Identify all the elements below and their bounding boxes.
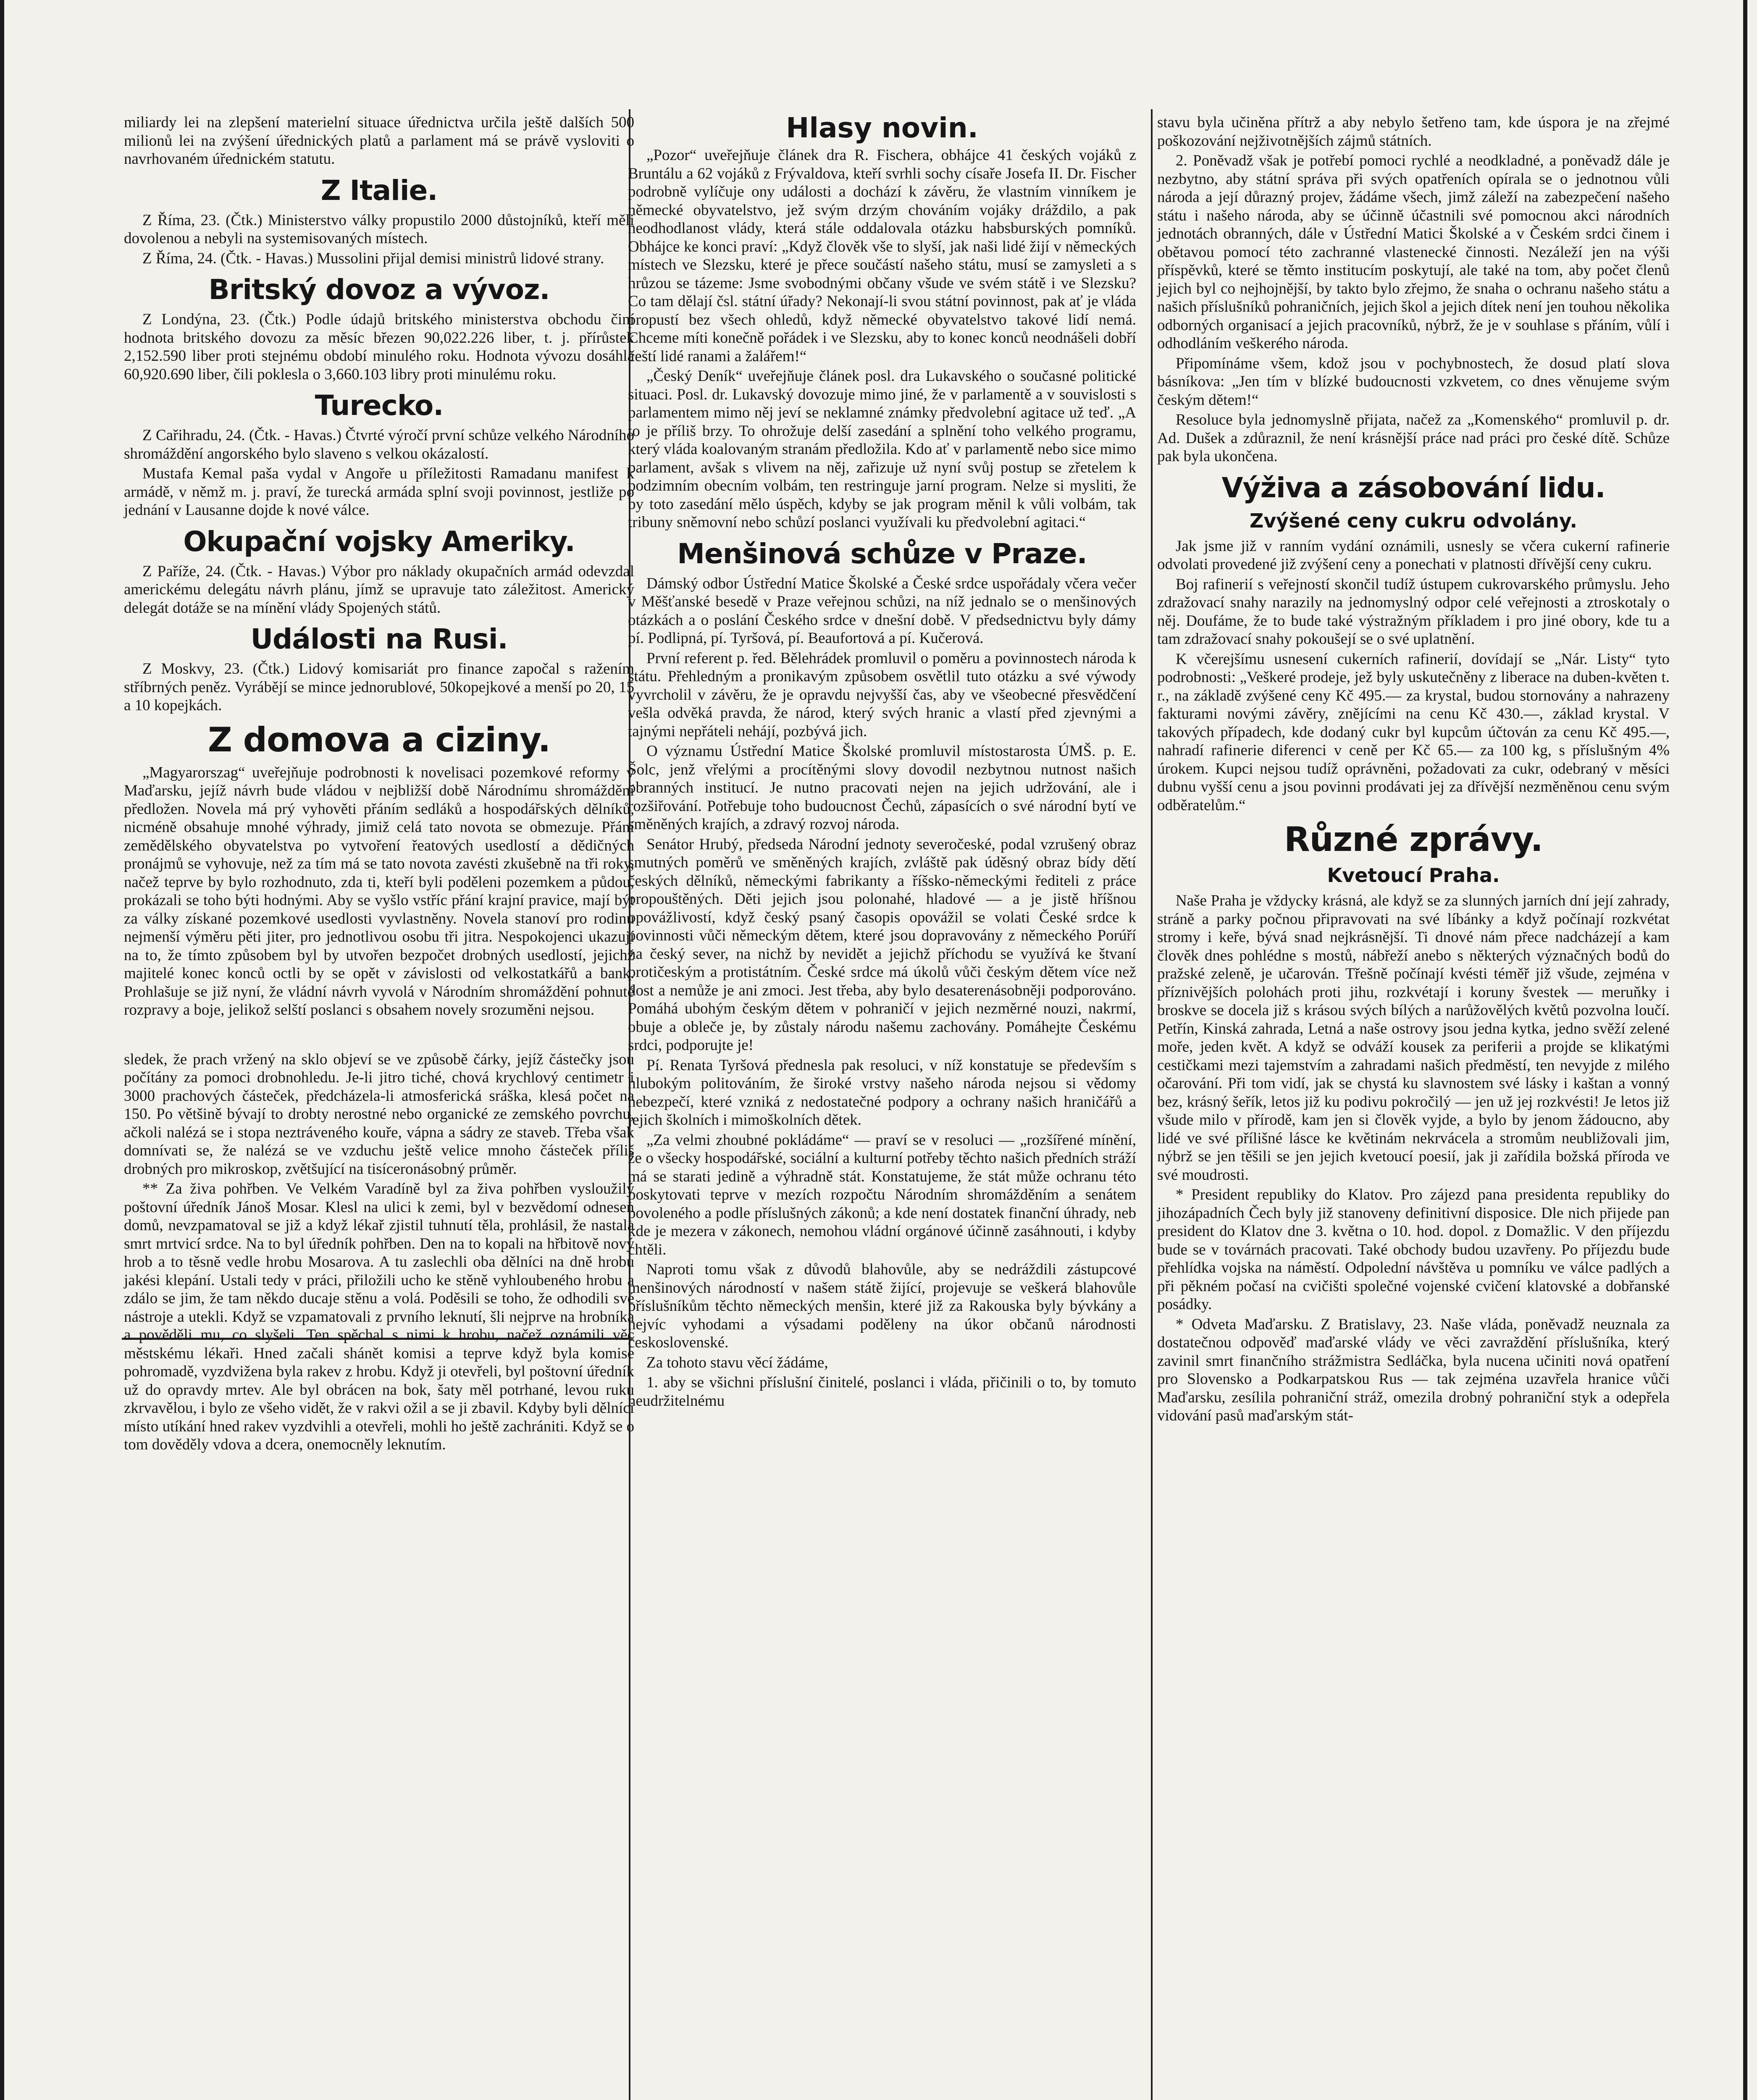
article-turecko-2: Mustafa Kemal paša vydal v Angoře u příležitosti Ramadanu manifest k armádě, v němž m. j. praví, že turecká armáda splní svoji povinnost, jestliže po jednání v Lausanne dojde k nové válce. bbox=[124, 465, 634, 519]
article-intro: miliardy lei na zlepšení materielní situace úřednictva určila ještě dalších 500 milionů lei na zvýšení úřednických platů a parlament má se právě vysloviti o navrhovaném úřednickém statutu. bbox=[124, 114, 634, 168]
article-mensinova-8: Za tohoto stavu věcí žádáme, bbox=[646, 1354, 828, 1371]
article-italie-2: Z Říma, 24. (Čtk. - Havas.) Mussolini přijal demisi ministrů lidové strany. bbox=[142, 249, 604, 267]
article-udalosti-na-rusi: Z Moskvy, 23. (Čtk.) Lidový komisariát pro finance započal s ražením stříbrných peněz. Vyrábějí se mince jednorublové, 50kopejkové a menší po 20, 15 a 10 kopejkách. bbox=[124, 660, 634, 714]
heading-italie: Z Italie. bbox=[320, 174, 438, 207]
subheading-kvetouci-praha: Kvetoucí Praha. bbox=[1327, 864, 1500, 887]
article-mensinova-1: Dámský odbor Ústřední Matice Školské a České srdce uspořádaly včera večer v Měšťanské besedě v Praze veřejnou schůzi, na níž jednalo se o menšinových otázkách a o poslání Českého srdce v dnešní době. V předsednictvu byly dámy pí. Podlipná, pí. Tyršová, pí. Beaufortová a pí. Kučerová. bbox=[628, 575, 1136, 647]
right-page-edge bbox=[1743, 0, 1747, 2100]
heading-ruzne-zpravy: Různé zprávy. bbox=[1284, 820, 1543, 859]
article-kvetouci-praha: Naše Praha je vždycky krásná, ale když se za slunných jarních dní její zahrady, stráně a parky počnou připravovati na své líbánky a když počínají rozkvétat stromy i keře, bývá snad nejkrásnější. Ti dnové nám přece nadcházejí a kam člověk dnes pohlédne s mostů, nábřeží anebo s některých význačných bodů do pražské zeleně, je učarován. Třešně počínají kvésti téměř již všude, zejména v příznivějších polohách proti jihu, rozkvétají i koruny švestek — meruňky i broskve se docela již s krásou svých bílých a narůžovělých květů pozvolna loučí. Petřín, Kinská zahrada, Letná a naše ostrovy jsou jedna kytka, jedno svěží zelené moře, jeden květ. A když se odváží kousek za periferii a projde se klikatými cestičkami mezi tajemstvím a zahradami našich předměstí, ten nevyjde z milého očarování. Při tom vidí, jak se chystá ku slavnostem své lásky i kaštan a vonný bez, krásný šeřík, letos již ku podivu pokročilý — jen už jej rozkvésti! Je letos již všude milo v přírodě, kam jen si člověk vyjde, a bylo by jenom žádoucno, aby lidé ve své přílišné lásce ke květinám nekrvácela a stromům neubližovali jim, nýbrž se jen těšili se jen jejich kvetoucí poesií, jak ji zařídila božská příroda ve své moudrosti. bbox=[1157, 892, 1670, 1184]
article-vyziva-2: Boj rafinerií s veřejností skončil tudíž ústupem cukrovarského průmyslu. Jeho zdražovací snahy narazily na jednomyslný odpor celé veřejnosti a ztroskotaly o něj. Doufáme, že to bude také výstražným příkladem i pro jiné obory, kde tu a tam zdražovací snahy pokoušejí se o své uplatnění. bbox=[1157, 575, 1670, 648]
article-resoluce-1: stavu byla učiněna přítrž a aby nebylo šetřeno tam, kde úspora je na zřejmé poškozování nejživotnějších zájmů státních. bbox=[1157, 114, 1670, 150]
column-rule-2 bbox=[1151, 109, 1153, 2100]
article-vyziva-1: Jak jsme již v ranním vydání oznámili, usnesly se včera cukerní rafinerie odvolati provedené již zvýšení ceny a ponechati v platnosti dřívější ceny cukru. bbox=[1157, 537, 1670, 573]
heading-britsky-dovoz: Britský dovoz a vývoz. bbox=[208, 273, 550, 306]
article-hlasy-2: „Český Deník“ uveřejňuje článek posl. dra Lukavského o současné politické situaci. Posl. dr. Lukavský dovozuje mimo jiné, že v parlamentě a v souvislosti s parlamentem mimo něj jeví se neklamné známky předvolební agitace už teď. „A to je příliš brzy. To ohrožuje delší zasedání a splnění toho velkého programu, který vláda koalovaným stranám předložila. Kdo ať v parlamentě nebo sice mimo parlament, avšak s vlivem na něj, zařizuje už nyní svůj postup se zřetelem k podzimním obecním volbám, ten restringuje jarní program. Nelze si mysliti, že by toto zasedání mělo úspěch, kdyby se jak program měnil k vůli volbám, tak tribuny sněmovní nebo schůzí poslanci využívali ku předvolební agitaci.“ bbox=[628, 368, 1136, 531]
article-vyziva-3: K včerejšímu usnesení cukerních rafinerií, dovídají se „Nár. Listy“ tyto podrobnosti: „Veškeré prodeje, jež byly uskutečněny z liberace na duben-květen t. r., na základě zvýšené ceny Kč 495.— za krystal, budou stornovány a nahrazeny fakturami novými závěry, znějícími na cenu Kč 430.—, základ krystal. V takových případech, kde dodaný cukr byl kupcům účtován za cenu Kč 495.—, nahradí rafinerie diferenci v ceně per Kč 65.— za 100 kg, s příslušným 4% úrokem. Kupci nejsou tudíž oprávněni, požadovati za cukr, odebraný v měsíci dubnu vyšší cenu a jsou povinni prodávati jej za dřívější nezměněnou cenu svým odběratelům.“ bbox=[1157, 650, 1670, 814]
heading-hlasy-novin: Hlasy novin. bbox=[786, 112, 978, 144]
article-mensinova-5: Pí. Renata Tyršová přednesla pak resoluci, v níž konstatuje se především s hlubokým politováním, že široké vrstvy našeho národa nejsou si vědomy nebezpečí, které vzniká z nedostatečné podpory a ochrany našich hraničářů a jejich školních i mimoškolních dětek. bbox=[628, 1056, 1136, 1129]
column-1 bbox=[124, 113, 634, 1456]
subheading-vyziva: Zvýšené ceny cukru odvolány. bbox=[1249, 509, 1578, 532]
article-odveta-madarsku: * Odveta Maďarsku. Z Bratislavy, 23. Naše vláda, poněvadž neuznala za dostatečnou odpověď maďarské vlády ve věci zavraždění příslušníka, který zavinil smrt finančního strážmistra Sedláčka, byla nucena učiniti nová opatření pro Slovensko a Podkarpatskou Rus — tak zejména uzavřela hranice vůči Maďarsku, zesílila pohraniční stráž, omezila drobný pohraniční styk a odepřela vidování pasů maďarským stát- bbox=[1157, 1315, 1670, 1424]
article-resoluce-3: Připomínáme všem, kdož jsou v pochybnostech, že dosud platí slova básníkova: „Jen tím v blízké budoucnosti vzkvetem, co dnes věnujeme svým českým dětem!“ bbox=[1157, 354, 1670, 409]
article-resoluce-4: Resoluce byla jednomyslně přijata, načež za „Komenského“ promluvil p. dr. Ad. Dušek a zdůraznil, že není krásnější práce nad práci pro české dítě. Schůze pak byla ukončena. bbox=[1157, 411, 1670, 465]
heading-vyziva: Výživa a zásobování lidu. bbox=[1221, 471, 1605, 504]
article-okupacni: Z Paříže, 24. (Čtk. - Havas.) Výbor pro náklady okupačních armád odevzdal americkému delegátu návrh plánu, jímž se upravuje tato záležitost. Americký delegát dotáže se na mínění vlády Spojených států. bbox=[124, 562, 634, 617]
heading-mensinova-schuze: Menšinová schůze v Praze. bbox=[677, 537, 1087, 570]
article-turecko-1: Z Cařihradu, 24. (Čtk. - Havas.) Čtvrté výročí první schůze velkého Národního shromáždění angorského bylo slaveno s velkou okázalostí. bbox=[124, 427, 634, 462]
heading-okupacni: Okupační vojsky Ameriky. bbox=[183, 525, 575, 558]
article-hlasy-1: „Pozor“ uveřejňuje článek dra R. Fischera, obhájce 41 českých vojáků z Bruntálu a 62 vojáků z Frývaldova, kteří svrhli sochy císaře Josefa II. Dr. Fischer podrobně vylíčuje ony události a dochází k závěru, že vlastním vinníkem je německé obyvatelstvo, jež svým drzým chováním vojáky dráždilo, a pak neodhodlanost vlády, která stále oddalovala otázku habsburských pomníků. Obhájce ke konci praví: „Když člověk vše to slyší, jak naši lidé žijí v německých místech ve Slezsku, které je přece součástí našeho státu, musí se zamysleti a s hrůzou se tázeme: Jsme svobodnými občany všude ve svém státě i ve Slezsku? Co tam dělají čsl. státní úřady? Nekonají-li svou státní povinnost, pak ať je vláda propustí bez všech ohledů, když německé obyvatelstvo takové lidí nemá. Chceme míti konečně pořádek i ve Slezsku, aby to konec konců neodnášeli dobří čeští lidé ranami a žalářem!“ bbox=[628, 147, 1136, 365]
article-mensinova-4: Senátor Hrubý, předseda Národní jednoty severočeské, podal vzrušený obraz smutných poměrů ve směněných krajích, zvláště pak úděsný obraz bídy dětí českých dělníků, německými fabrikanty a říšsko-německými řediteli z práce propouštěných. Děti jejich jsou polonahé, hladové — a je jistě hříšnou opovážlivostí, když český psaný časopis opovážil se volati České srdce k povinnosti vůči německým dětem, které jsou dopravovány z německého Porúří na český sever, na nichž by nevidět a jejichž příchodu se využívá ke štvaní protičeským a protistátním. České srdce má úkolů vůči českým dětem více než dost a nemůže je ani zmoci. Jest třeba, aby bylo desaterenásobněji podporováno. Pomáhá ubohým českým dětem v pohraničí v jejich nezměrné nouzi, nakrmí, obuje a obleče je, by zůstaly národu našemu zachovány. Pomáhejte Českému srdci, podporujte je! bbox=[628, 835, 1136, 1054]
article-z-domova-2: sledek, že prach vržený na sklo objeví se ve způsobě čárky, jejíž částečky jsou počítány za pomoci drobnohledu. Je-li jitro tiché, chová krychlový centimetr i 3000 prachových částeček, předcházela-li atmosferická sráška, klesá počet na 150. Po většině bývají to drobty nerostné nebo organické ze zemského povrchu, ačkoli nalézá se i stopa neztráveného kouře, vápna a sádry ze staveb. Třeba však domnívati se, že nalézá se ve vzduchu ještě velice mnoho částeček příliš drobných pro mikroskop, zvětšující na tisíceronásobný průměr. bbox=[124, 1050, 634, 1178]
article-resoluce-2: 2. Poněvadž však je potřebí pomoci rychlé a neodkladné, a poněvadž dále je nezbytno, aby státní správa při svých opatřeních opírala se o jednotnou vůli národa a její důrazný projev, žádáme všech, jimž záleží na zabezpečení našeho státu i našeho národa, aby se účinně účastnili své pomocnou akci národních jednotách obranných, dále v Ústřední Matici Školské a v Českém srdci činem i obětavou pomocí této zachranné vlastenecké činnosti. Nezáleží jen na výši příspěvků, které se těmto institucím poskytují, ale také na tom, aby počet členů jejich byl co nejhojnější, by takto bylo zřejmo, že snaha o ochranu našeho státu a našich příslušníků pohraničních, jejich škol a jejich dítek není jen touhou několika odborných organisací a jejich pracovníků, nýbrž, že je v souhlase s přáním, vůlí i odhodláním veškerého národa. bbox=[1157, 152, 1670, 352]
heading-udalosti-na-rusi: Události na Rusi. bbox=[250, 623, 508, 655]
article-president-klatovy: * President republiky do Klatov. Pro zájezd pana presidenta republiky do jihozápadních Čech byly již stanoveny definitivní disposice. Dle nich přijede pan president do Klatov dne 3. května o 10. hod. dopol. z Domažlic. V den příjezdu bude se v továrnách pracovati. Také obchody budou uzavřeny. Po příjezdu bude přehlídka vojska na náměstí. Odpolední návštěva u pomníku ve válce padlých a při pěkném počasí na cvičišti společné vojenské cvičení klatovské a dobřanské posádky. bbox=[1157, 1186, 1670, 1313]
heading-z-domova: Z domova a ciziny. bbox=[207, 720, 551, 759]
article-mensinova-6: „Za velmi zhoubné pokládáme“ — praví se v resoluci — „rozšířené mínění, že o všecky hospodářské, sociální a kulturní potřeby těchto našich předních stráží má se starati jedině a výhradně stát. Konstatujeme, že stát může ochranu této poskytovati teprve v mezích rozpočtu Národním shromážděním a senátem povoleného a podle příslušných zákonů; a kde není dostatek finanční úhrady, neb kde je mezera v zákonech, nemohou vládní orgánové účinně zasáhnouti, i kdyby chtěli. bbox=[628, 1131, 1136, 1258]
article-mensinova-7: Naproti tomu však z důvodů blahovůle, aby se nedráždili zástupcové menšinových národností v našem státě žijící, projevuje se veškerá blahovůle příslušníkům těchto německých menšin, které již za Rakouska byly bývkány a nejvíc vyhodami a výsadami poděleny na úkor občanů národnosti československé. bbox=[628, 1261, 1136, 1351]
article-italie-1: Z Říma, 23. (Čtk.) Ministerstvo války propustilo 2000 důstojníků, kteří měli dovolenou a nebyli na systemisovaných místech. bbox=[124, 211, 634, 247]
heading-turecko: Turecko. bbox=[315, 389, 444, 422]
article-mensinova-3: O významu Ústřední Matice Školské promluvil místostarosta ÚMŠ. p. E. Šolc, jenž vřelými a procítěnými slovy dovodil nezbytnou nutnost našich obranných institucí. Je nutno pracovati nejen na jejich udržování, ale i rozšiřování. Potřebuje toho budoucnost Čechů, zápasících o své národní bytí ve směněných krajích, a zdravý rozvoj národa. bbox=[628, 743, 1136, 833]
article-mensinova-9: 1. aby se všichni příslušní činitelé, poslanci i vláda, přičinili o to, by tomuto neudržitelnému bbox=[628, 1374, 1136, 1410]
article-za-ziva-pohrben: ** Za živa pohřben. Ve Velkém Varadíně byl za živa pohřben vysloužilý poštovní úředník Jánoš Mosar. Klesl na ulici k zemi, byl v bezvědomí odnesen domů, nevzpamatoval se již a když lékař zjistil tuhnutí těla, prohlásil, že nastala smrt mrtvicí srdce. Na to byl úředník pohřben. Den na to kopali na hřbitově nový hrob a to těsně vedle hrobu Mosarova. A tu zaslechli oba dělníci na dně hrobu jakési klepání. Ustali tedy v práci, přiložili ucho ke stěně vyhloubeného hrobu a zdálo se jim, že tam někdo ducaje stěnu a volá. Poděsili se toho, že odhodili své nástroje a utekli. Když se vzpamatovali z prvního leknutí, šli nejprve na hrobníka a pověděli mu, co slyšeli. Ten spěchal s nimi k hrobu, načež oznámili věc městskému lékaři. Hned začali shánět komisi a teprve když byla komise pohromadě, vyzdvižena byla rakev z hrobu. Když ji otevřeli, byl poštovní úředník už do opravdy mrtev. Ale byl obrácen na bok, šaty měl potrhané, levou ruku zkrvavělou, i bylo ze všeho vidět, že v rakvi ožil a se ji zbavil. Kdyby byli dělníci místo utíkání hned rakev vyzdvihli a otevřeli, mohli ho ještě zachrániti. Když se o tom dověděly vdova a dcera, onemocněly leknutím. bbox=[124, 1180, 634, 1453]
article-z-domova-1: „Magyarorszag“ uveřejňuje podrobnosti k novelisaci pozemkové reformy v Maďarsku, jejíž návrh bude vládou v nejbližší době Národnímu shromáždění předložen. Novela má prý vyhověti přáním sedláků a hospodářských dělníků, nicméně obsahuje mnohé výhrady, jimiž celá tato novota se obmezuje. Přání zemědělského obyvatelstva po vytvoření řeatových usedlostí a dědičných pronájmů se vyhovuje, než za tím má se tato novota zavésti zkušebně na tři roky, načež teprve by bylo rozhodnuto, zda ti, kteří byli poděleni pozemkem a půdou, prokázali se toho býti hodnými. Aby se vyšlo vstříc přání krajní pravice, mají být za války získané pozemkové usedlosti vyvlastněny. Novela stanoví pro rodinu nejmenší výměru pěti jiter, pro jednotlivou osobu tři jitra. Nespokojenci ukazují na to, že tímto způsobem byl by utvořen bezpočet drobných usedlostí, jejichž majitelé konec konců octli by se opět v závislosti od velkostatkářů a bank. Prohlašuje se již nyní, že vládní návrh vyvolá v Národním shromáždění pohnuté rozpravy a boje, jelikož selští poslanci s obsahem novely srozuměni nejsou. bbox=[124, 764, 634, 1018]
article-mensinova-2: První referent p. řed. Bělehrádek promluvil o poměru a povinnostech národa k státu. Přehledným a pronikavým způsobem osvětlil tuto otázku a své výwody vyvrcholil v závěru, že je opravdu nejvyšší čas, aby ve všeobecné přesvědčení vešla odvěká pravda, že národ, který svých hranic a vlastí před zjevnými a tajnými nepřáteli nehájí, pozbývá jich. bbox=[628, 649, 1136, 740]
left-page-edge bbox=[0, 0, 4, 2100]
article-britsky-dovoz: Z Londýna, 23. (Čtk.) Podle údajů britského ministerstva obchodu činí hodnota britského dovozu za měsíc březen 90,022.226 liber, t. j. přírůstek 2,152.590 liber proti stejnému období minulého roku. Hodnota vývozu dosáhla 60,920.690 liber, čili poklesla o 3,660.103 libry proti minulému roku. bbox=[124, 311, 634, 383]
column-2 bbox=[628, 113, 1136, 1412]
column-3 bbox=[1157, 113, 1670, 1427]
